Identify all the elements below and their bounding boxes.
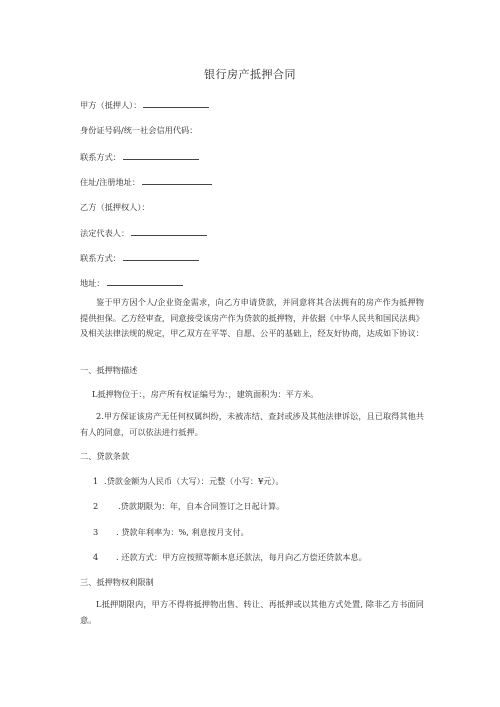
legal-rep-label: 法定代表人： [80, 228, 130, 238]
section-2-item-1-number: 1 [93, 476, 99, 486]
address-a-line [80, 176, 212, 188]
party-a-line [80, 99, 209, 111]
section-3-item-1: L抵押期限内，甲方不得将抵押物出售、转让、再抵押或以其他方式处置, 除非乙方书面同意。 [80, 599, 424, 625]
preamble-paragraph: 鉴于甲方因个人/企业资金需求，向乙方申请贷款，并同意将其合法拥有的房产作为抵押物提供担保。乙方经审查，同意接受该房产作为贷款的抵押物，并依据《中华人民共和国民法典》及相关法律法规的规定，甲乙双方在平等、自愿、公平的基础上，经友好协商，达成如下协议： [80, 297, 424, 338]
section-2-heading: 二、贷款条款 [80, 451, 130, 461]
section-1-item-2: 2.甲方保证该房产无任何权属纠纷，未被冻结、查封或涉及其他法律诉讼，且已取得其他共有人的同意，可以依法进行抵押。 [80, 411, 424, 437]
party-a-blank[interactable] [143, 99, 209, 108]
section-2-item-3-text: . 贷款年利率为：%, 利息按月支付。 [116, 527, 249, 537]
section-2-item-2-number: 2 [93, 501, 99, 511]
section-1-item-1: L抵押物位于：，房产所有权证编号为：，建筑面积为：平方米。 [92, 389, 319, 399]
section-1-heading: 一、抵押物描述 [80, 365, 138, 375]
section-2-item-4-text: . 还款方式：甲方应按照等额本息还款法，每月向乙方偿还贷款本息。 [116, 552, 367, 562]
section-2-item-4-number: 4 [93, 552, 99, 562]
address-b-label: 地址： [80, 278, 105, 288]
contact-b-blank[interactable] [123, 252, 199, 261]
legal-rep-line [80, 227, 207, 239]
address-a-label: 住址/注册地址： [80, 177, 141, 187]
contact-a-blank[interactable] [123, 151, 199, 160]
contact-b-label: 联系方式： [80, 253, 121, 263]
section-2-item-1-text: .贷款金额为人民币（大写）：元整（小写：¥元）。 [104, 476, 284, 486]
address-a-blank[interactable] [142, 176, 212, 185]
section-2-item-2-text: .贷款期限为：年，自本合同签订之日起计算。 [118, 501, 285, 511]
id-label: 身份证号码/统一社会信用代码： [80, 125, 198, 135]
section-3-heading: 三、抵押物权利限制 [80, 577, 154, 587]
contact-a-label: 联系方式： [80, 152, 121, 162]
document-title: 银行房产抵押合同 [204, 68, 296, 81]
id-line [80, 125, 197, 136]
legal-rep-blank[interactable] [131, 227, 207, 236]
contact-a-line [80, 151, 199, 163]
party-b-line [80, 202, 150, 213]
address-b-blank[interactable] [107, 277, 183, 286]
party-b-label: 乙方（抵押权人）： [80, 202, 150, 212]
address-b-line [80, 277, 183, 289]
party-a-label: 甲方（抵押人）： [80, 100, 142, 110]
section-2-item-3-number: 3 [93, 527, 99, 537]
contact-b-line [80, 252, 199, 264]
